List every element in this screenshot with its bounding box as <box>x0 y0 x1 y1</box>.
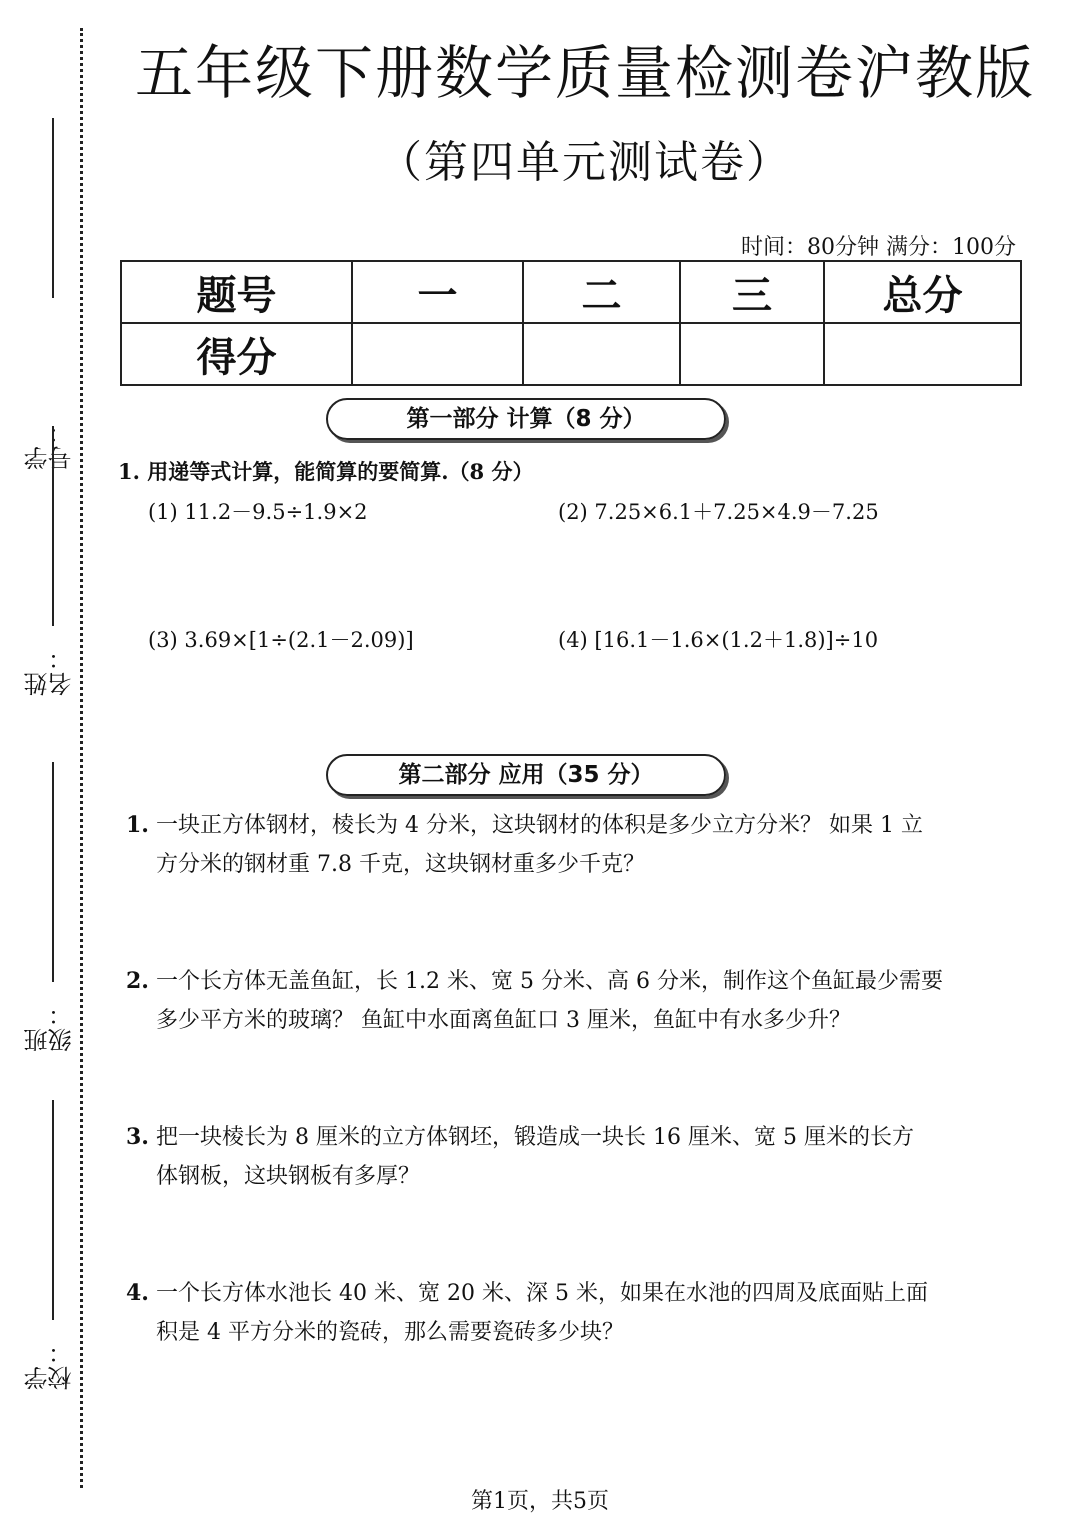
student-number-line[interactable] <box>52 118 54 298</box>
score-cell[interactable] <box>523 323 680 385</box>
calc-item-4: (4) [16.1－1.6×(1.2＋1.8)]÷10 <box>558 628 879 652</box>
class-line[interactable] <box>52 762 54 982</box>
calc-item-3: (3) 3.69×[1÷(2.1－2.09)] <box>148 628 414 652</box>
school-line[interactable] <box>52 1100 54 1320</box>
score-table-header-cell: 三 <box>680 261 824 323</box>
question-number: 4. <box>126 1280 149 1306</box>
score-table-header-cell: 一 <box>352 261 523 323</box>
score-cell[interactable] <box>824 323 1021 385</box>
score-cell[interactable] <box>680 323 824 385</box>
question-number: 1. <box>126 812 149 838</box>
calc-item-2: (2) 7.25×6.1＋7.25×4.9－7.25 <box>558 500 879 524</box>
page-subtitle: （第四单元测试卷） <box>378 137 792 188</box>
name-line[interactable] <box>52 426 54 626</box>
question-text-line: 方分米的钢材重 7.8 千克，这块钢材重多少千克？ <box>156 852 645 877</box>
question-text-line: 积是 4 平方分米的瓷砖，那么需要瓷砖多少块？ <box>156 1320 624 1345</box>
question-text-line: 体钢板，这块钢板有多厚？ <box>156 1164 421 1189</box>
application-question-3 <box>126 1118 946 1196</box>
page-footer: 第1页，共5页 <box>471 1489 609 1514</box>
score-cell[interactable] <box>352 323 523 385</box>
section1-question-heading: 1. 用递等式计算，能简算的要简算.（8 分） <box>118 459 534 484</box>
section2-banner: 第二部分 应用（35 分） <box>326 754 726 796</box>
score-table-score-row <box>121 323 1021 385</box>
application-question-1 <box>126 806 946 884</box>
score-row-label: 得分 <box>121 323 352 385</box>
question-text-line: 一块正方体钢材，棱长为 4 分米，这块钢材的体积是多少立方分米？ 如果 1 立 <box>156 813 923 838</box>
question-text-line: 把一块棱长为 8 厘米的立方体钢坯，锻造成一块长 16 厘米、宽 5 厘米的长方 <box>156 1125 914 1150</box>
calc-item-1: (1) 11.2－9.5÷1.9×2 <box>148 500 368 524</box>
page-title: 五年级下册数学质量检测卷沪教版 <box>134 39 1035 107</box>
school-label: 学校： <box>24 1338 76 1390</box>
name-field[interactable] <box>18 426 88 696</box>
score-table-header-row <box>121 261 1021 323</box>
class-label: 班级： <box>24 1000 76 1052</box>
class-field[interactable] <box>18 762 88 1052</box>
question-text-line: 一个长方体水池长 40 米、宽 20 米、深 5 米，如果在水池的四周及底面贴上面 <box>156 1281 928 1306</box>
school-field[interactable] <box>18 1100 88 1390</box>
score-table-header-cell: 总分 <box>824 261 1021 323</box>
time-and-score-info: 时间：80分钟 满分：100分 <box>741 235 1016 260</box>
score-table-header-cell: 二 <box>523 261 680 323</box>
question-text-line: 多少平方米的玻璃？ 鱼缸中水面离鱼缸口 3 厘米，鱼缸中有水多少升？ <box>156 1008 851 1033</box>
application-question-2 <box>126 962 946 1040</box>
student-number-field[interactable] <box>18 118 88 470</box>
application-question-4 <box>126 1274 946 1352</box>
question-text-line: 一个长方体无盖鱼缸，长 1.2 米、宽 5 分米、高 6 分米，制作这个鱼缸最少需要 <box>156 969 943 994</box>
name-label: 姓名： <box>24 644 76 696</box>
question-number: 3. <box>126 1124 149 1150</box>
score-table <box>120 260 1022 386</box>
section1-banner: 第一部分 计算（8 分） <box>326 398 726 440</box>
score-table-header-cell: 题号 <box>121 261 352 323</box>
question-number: 2. <box>126 968 149 994</box>
student-number-label: 学号： <box>24 418 76 470</box>
